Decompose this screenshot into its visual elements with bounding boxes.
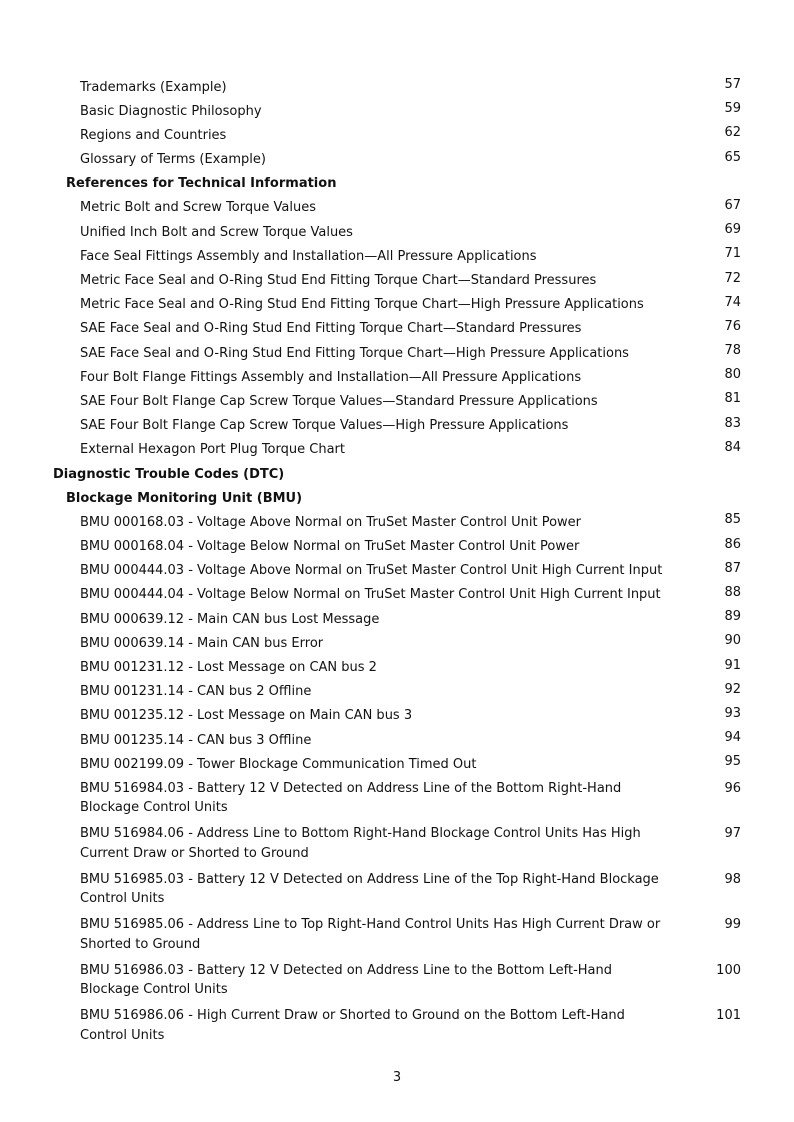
toc-entry-title: BMU 001235.14 - CAN bus 3 Offline: [80, 732, 312, 748]
toc-entry-title: BMU 516984.03 - Battery 12 V Detected on Address Line of the Bottom Right-Hand Blockage Control Units: [80, 780, 622, 816]
toc-entry-title: SAE Four Bolt Flange Cap Screw Torque Values—High Pressure Applications: [80, 418, 569, 434]
toc-chapter-heading[interactable]: [0, 462, 794, 486]
toc-entry-title: Metric Bolt and Screw Torque Values: [80, 200, 316, 216]
toc-entry[interactable]: [0, 196, 794, 220]
toc-entry-title: Blockage Monitoring Unit (BMU): [66, 490, 303, 506]
toc-entry-page: 93: [724, 705, 741, 721]
toc-entry-title: Unified Inch Bolt and Screw Torque Values: [80, 224, 353, 240]
toc-entry-page: 97: [724, 826, 741, 842]
toc-entry-title: BMU 516985.06 - Address Line to Top Right-Hand Control Units Has High Current Draw or Shorted to Ground: [80, 917, 661, 952]
toc-entry-page: 101: [716, 1008, 741, 1024]
toc-entry[interactable]: [0, 341, 794, 365]
toc-entry-page: 80: [724, 367, 741, 383]
toc-entry-page: 72: [724, 270, 741, 286]
toc-entry[interactable]: [0, 365, 794, 389]
toc-entry-title: BMU 516985.03 - Battery 12 V Detected on Address Line of the Top Right-Hand Blockage Control Units: [80, 871, 659, 907]
toc-entry-title: Regions and Countries: [80, 127, 227, 143]
toc-entry-page: 59: [724, 101, 741, 117]
toc-entry-page: 99: [724, 917, 741, 933]
toc-entry[interactable]: [0, 607, 794, 631]
toc-entry-page: 87: [724, 560, 741, 576]
toc-section-heading[interactable]: [0, 486, 794, 510]
toc-entry-title: BMU 001231.12 - Lost Message on CAN bus 2: [80, 660, 377, 675]
toc-entry-title: Face Seal Fittings Assembly and Installation—All Pressure Applications: [80, 248, 537, 264]
toc-entry[interactable]: [0, 535, 794, 559]
toc-entry[interactable]: [0, 680, 794, 704]
toc-entry[interactable]: [0, 656, 794, 680]
toc-entry-page: 69: [724, 222, 741, 238]
toc-entry-page: 92: [724, 681, 741, 697]
toc-entry[interactable]: [0, 631, 794, 655]
toc-entry-page: 96: [724, 780, 741, 796]
toc-entry[interactable]: [0, 776, 794, 822]
toc-entry-page: 67: [724, 197, 741, 213]
toc-entry-page: 65: [724, 149, 741, 165]
toc-entry-page: 76: [724, 318, 741, 334]
toc-entry[interactable]: [0, 414, 794, 438]
toc-entry-title: SAE Four Bolt Flange Cap Screw Torque Values—Standard Pressure Applications: [80, 393, 598, 409]
toc-entry-title: Metric Face Seal and O-Ring Stud End Fitting Torque Chart—Standard Pressures: [80, 273, 597, 288]
toc-entry[interactable]: [0, 1004, 794, 1050]
page-number: 3: [392, 1070, 402, 1085]
toc-entry-title: BMU 000168.03 - Voltage Above Normal on TruSet Master Control Unit Power: [80, 514, 581, 530]
toc-entry-page: 81: [724, 391, 741, 407]
toc-section-heading[interactable]: [0, 172, 794, 196]
toc-entry[interactable]: [0, 293, 794, 317]
toc-entry-title: BMU 000639.12 - Main CAN bus Lost Message: [80, 611, 380, 627]
toc-entry-page: 94: [724, 730, 741, 746]
toc-entry[interactable]: [0, 75, 794, 99]
toc-entry[interactable]: [0, 752, 794, 776]
toc-entry-title: Glossary of Terms (Example): [80, 152, 266, 168]
toc-entry-page: 71: [724, 246, 741, 262]
toc-entry[interactable]: [0, 438, 794, 462]
toc-entry-title: Basic Diagnostic Philosophy: [80, 103, 262, 119]
toc-entry[interactable]: [0, 148, 794, 172]
toc-entry-page: 85: [724, 512, 741, 528]
toc-entry[interactable]: [0, 704, 794, 728]
toc-entry-title: BMU 000444.03 - Voltage Above Normal on TruSet Master Control Unit High Current Input: [80, 563, 663, 579]
toc-entry-page: 62: [724, 125, 741, 141]
toc-entry-title: Four Bolt Flange Fittings Assembly and Installation—All Pressure Applications: [80, 369, 582, 385]
toc-entry[interactable]: [0, 958, 794, 1004]
toc-entry[interactable]: [0, 583, 794, 607]
toc-entry-page: 90: [724, 633, 741, 649]
toc-entry-title: Metric Face Seal and O-Ring Stud End Fitting Torque Chart—High Pressure Applications: [80, 297, 644, 313]
toc-entry[interactable]: [0, 99, 794, 123]
toc-entry-title: BMU 516986.06 - High Current Draw or Shorted to Ground on the Bottom Left-Hand Control Units: [80, 1008, 625, 1043]
toc-entry[interactable]: [0, 269, 794, 293]
toc-entry-page: 91: [724, 657, 741, 673]
toc-entry[interactable]: [0, 317, 794, 341]
toc-entry-page: 95: [724, 754, 741, 770]
toc-entry-title: BMU 000444.04 - Voltage Below Normal on TruSet Master Control Unit High Current Input: [80, 587, 661, 603]
toc-entry-page: 84: [724, 439, 741, 455]
toc-entry-title: BMU 001235.12 - Lost Message on Main CAN bus 3: [80, 708, 413, 724]
toc-entry-page: 78: [724, 343, 741, 359]
toc-entry[interactable]: [0, 867, 794, 913]
toc-entry-title: References for Technical Information: [66, 176, 337, 192]
toc-entry-title: BMU 516986.03 - Battery 12 V Detected on Address Line to the Bottom Left-Hand Blockage Control Units: [80, 962, 613, 998]
toc-entry[interactable]: [0, 389, 794, 413]
toc-entry-title: External Hexagon Port Plug Torque Chart: [80, 442, 345, 458]
toc-entry-title: Diagnostic Trouble Codes (DTC): [53, 466, 285, 482]
toc-entry-page: 88: [724, 584, 741, 600]
toc-entry-title: BMU 001231.14 - CAN bus 2 Offline: [80, 684, 312, 700]
toc-entry-page: 57: [724, 77, 741, 92]
toc-entry-page: 100: [716, 962, 741, 978]
toc-entry-title: BMU 000639.14 - Main CAN bus Error: [80, 635, 324, 651]
toc-entry-page: 86: [724, 536, 741, 552]
toc-entry[interactable]: [0, 822, 794, 868]
toc-entry-page: 98: [724, 871, 741, 887]
toc-entry-title: SAE Face Seal and O-Ring Stud End Fitting Torque Chart—High Pressure Applications: [80, 345, 629, 361]
toc-entry[interactable]: [0, 244, 794, 268]
table-of-contents: [0, 75, 794, 1049]
toc-entry-page: 89: [724, 609, 741, 625]
toc-entry[interactable]: [0, 559, 794, 583]
toc-entry[interactable]: [0, 220, 794, 244]
toc-entry[interactable]: [0, 510, 794, 534]
toc-entry-title: Trademarks (Example): [80, 79, 227, 95]
toc-entry[interactable]: [0, 123, 794, 147]
toc-entry-title: BMU 002199.09 - Tower Blockage Communication Timed Out: [80, 756, 477, 772]
toc-entry-page: 74: [724, 294, 741, 310]
toc-entry-page: 83: [724, 415, 741, 431]
toc-entry[interactable]: [0, 728, 794, 752]
toc-entry[interactable]: [0, 913, 794, 959]
toc-entry-title: BMU 000168.04 - Voltage Below Normal on TruSet Master Control Unit Power: [80, 539, 580, 555]
toc-entry-title: SAE Face Seal and O-Ring Stud End Fitting Torque Chart—Standard Pressures: [80, 321, 582, 337]
toc-entry-title: BMU 516984.06 - Address Line to Bottom Right-Hand Blockage Control Units Has High Current Draw or Shorted to Ground: [80, 826, 641, 861]
